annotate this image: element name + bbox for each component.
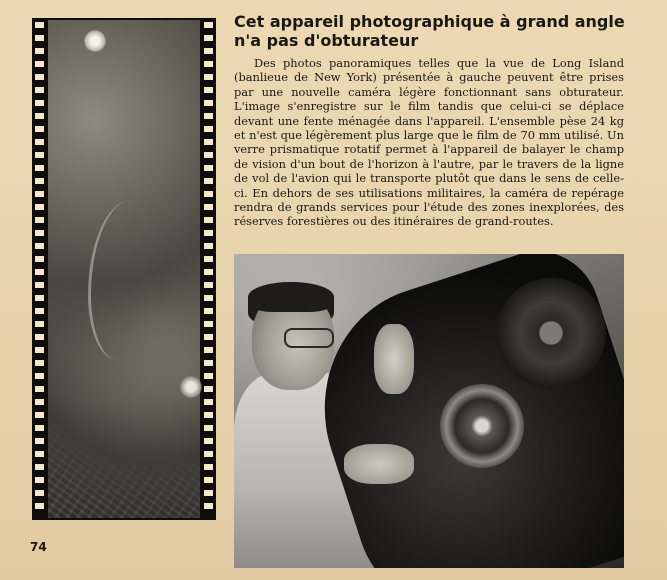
operator-hand-lower	[344, 444, 414, 484]
aerial-film-strip	[32, 18, 216, 520]
headline-line-2: n'a pas d'obturateur	[234, 31, 419, 50]
camera-mechanism	[440, 384, 524, 468]
river-line	[88, 200, 161, 360]
headline-line-1: Cet appareil photographique à grand angle	[234, 12, 625, 31]
film-perforations-right	[204, 22, 213, 516]
page-number: 74	[30, 540, 47, 554]
film-perforations-left	[35, 22, 44, 516]
operator-hand-upper	[374, 324, 414, 394]
light-spot-top	[84, 30, 106, 52]
film-reel	[496, 278, 606, 388]
article-headline	[234, 12, 634, 50]
operator-hair-top	[248, 282, 334, 312]
light-spot-bottom	[180, 376, 202, 398]
camera-operator-photo	[234, 254, 624, 568]
article-body: Des photos panoramiques telles que la vue de Long Island (banlieue de New York) présentée à gauche peuvent être prises par une nouvelle caméra légère fonctionnant sans obturateur. L'image s'enregistre sur le film tandis que celui-ci se déplace devant une fente ménagée dans l'appareil. L'ensemble pèse 24 kg et n'est que légèrement plus large que le film de 70 mm utilisé. Un verre prismatique rotatif permet à l'appareil de balayer le champ de vision d'un bout de l'horizon à l'autre, par le travers de la ligne de vol de l'avion qui le transporte plutôt que dans le sens de celle-ci. En dehors de ses utilisations militaires, la caméra de repérage rendra de grands services pour l'étude des zones inexplorées, des réserves forestières ou des itinéraires de grand-routes.	[234, 56, 624, 229]
aerial-photo-long-island	[48, 20, 200, 518]
operator-glasses	[284, 328, 334, 348]
